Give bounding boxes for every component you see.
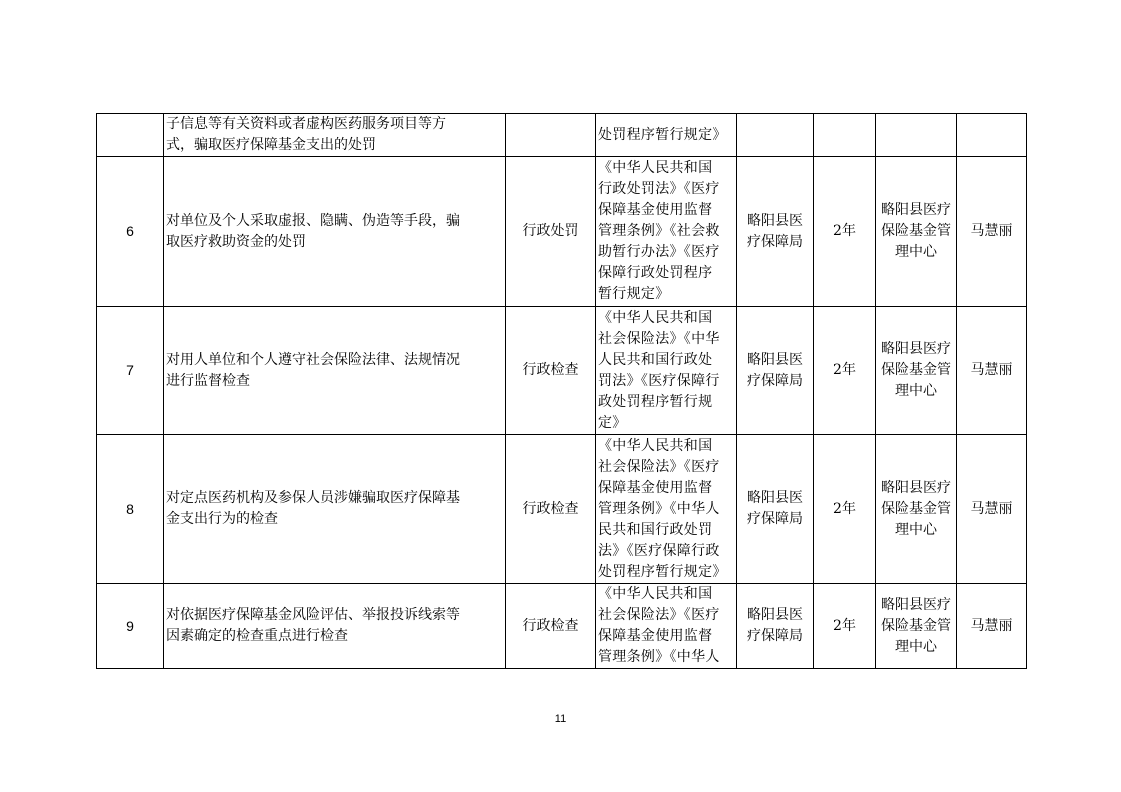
item-description: 对依据医疗保障基金风险评估、举报投诉线索等 因素确定的检查重点进行检查 <box>164 584 506 669</box>
row-number: 9 <box>97 584 164 669</box>
row-number: 6 <box>97 157 164 307</box>
legal-basis: 《中华人民共和国 行政处罚法》《医疗 保障基金使用监督 管理条例》《社会救 助暂行办法》《医疗 保障行政处罚程序 暂行规定》 <box>596 157 737 307</box>
row-number: 7 <box>97 307 164 435</box>
implementing-unit: 略阳县医疗 保险基金管 理中心 <box>876 307 957 435</box>
legal-basis: 处罚程序暂行规定》 <box>596 114 737 157</box>
table-row <box>97 114 1027 157</box>
responsible-person: 马慧丽 <box>957 435 1027 584</box>
table-row <box>97 307 1027 435</box>
row-number: 8 <box>97 435 164 584</box>
period: 2年 <box>814 307 876 435</box>
implementing-unit: 略阳县医疗 保险基金管 理中心 <box>876 584 957 669</box>
responsible-person: 马慧丽 <box>957 584 1027 669</box>
implementing-unit: 略阳县医疗 保险基金管 理中心 <box>876 157 957 307</box>
implementing-unit <box>876 114 957 157</box>
item-description: 对定点医药机构及参保人员涉嫌骗取医疗保障基 金支出行为的检查 <box>164 435 506 584</box>
responsible-department <box>737 114 814 157</box>
item-description: 对单位及个人采取虚报、隐瞒、伪造等手段，骗 取医疗救助资金的处罚 <box>164 157 506 307</box>
period: 2年 <box>814 157 876 307</box>
item-type: 行政检查 <box>506 435 596 584</box>
table-row <box>97 584 1027 669</box>
items-table <box>96 113 1027 669</box>
implementing-unit: 略阳县医疗 保险基金管 理中心 <box>876 435 957 584</box>
table-row <box>97 435 1027 584</box>
responsible-department: 略阳县医 疗保障局 <box>737 435 814 584</box>
item-type: 行政检查 <box>506 584 596 669</box>
legal-basis: 《中华人民共和国 社会保险法》《医疗 保障基金使用监督 管理条例》《中华人 民共和国行政处罚 法》《医疗保障行政 处罚程序暂行规定》 <box>596 435 737 584</box>
legal-basis: 《中华人民共和国 社会保险法》《医疗 保障基金使用监督 管理条例》《中华人 <box>596 584 737 669</box>
responsible-department: 略阳县医 疗保障局 <box>737 157 814 307</box>
item-type: 行政处罚 <box>506 157 596 307</box>
legal-basis: 《中华人民共和国 社会保险法》《中华 人民共和国行政处 罚法》《医疗保障行 政处罚程序暂行规 定》 <box>596 307 737 435</box>
responsible-department: 略阳县医 疗保障局 <box>737 584 814 669</box>
period <box>814 114 876 157</box>
responsible-person <box>957 114 1027 157</box>
responsible-person: 马慧丽 <box>957 307 1027 435</box>
period: 2年 <box>814 584 876 669</box>
responsible-department: 略阳县医 疗保障局 <box>737 307 814 435</box>
responsible-person: 马慧丽 <box>957 157 1027 307</box>
item-description: 对用人单位和个人遵守社会保险法律、法规情况 进行监督检查 <box>164 307 506 435</box>
table-row <box>97 157 1027 307</box>
page-number: 11 <box>554 713 567 725</box>
item-description: 子信息等有关资料或者虚构医药服务项目等方 式，骗取医疗保障基金支出的处罚 <box>164 114 506 157</box>
item-type <box>506 114 596 157</box>
item-type: 行政检查 <box>506 307 596 435</box>
period: 2年 <box>814 435 876 584</box>
row-number <box>97 114 164 157</box>
